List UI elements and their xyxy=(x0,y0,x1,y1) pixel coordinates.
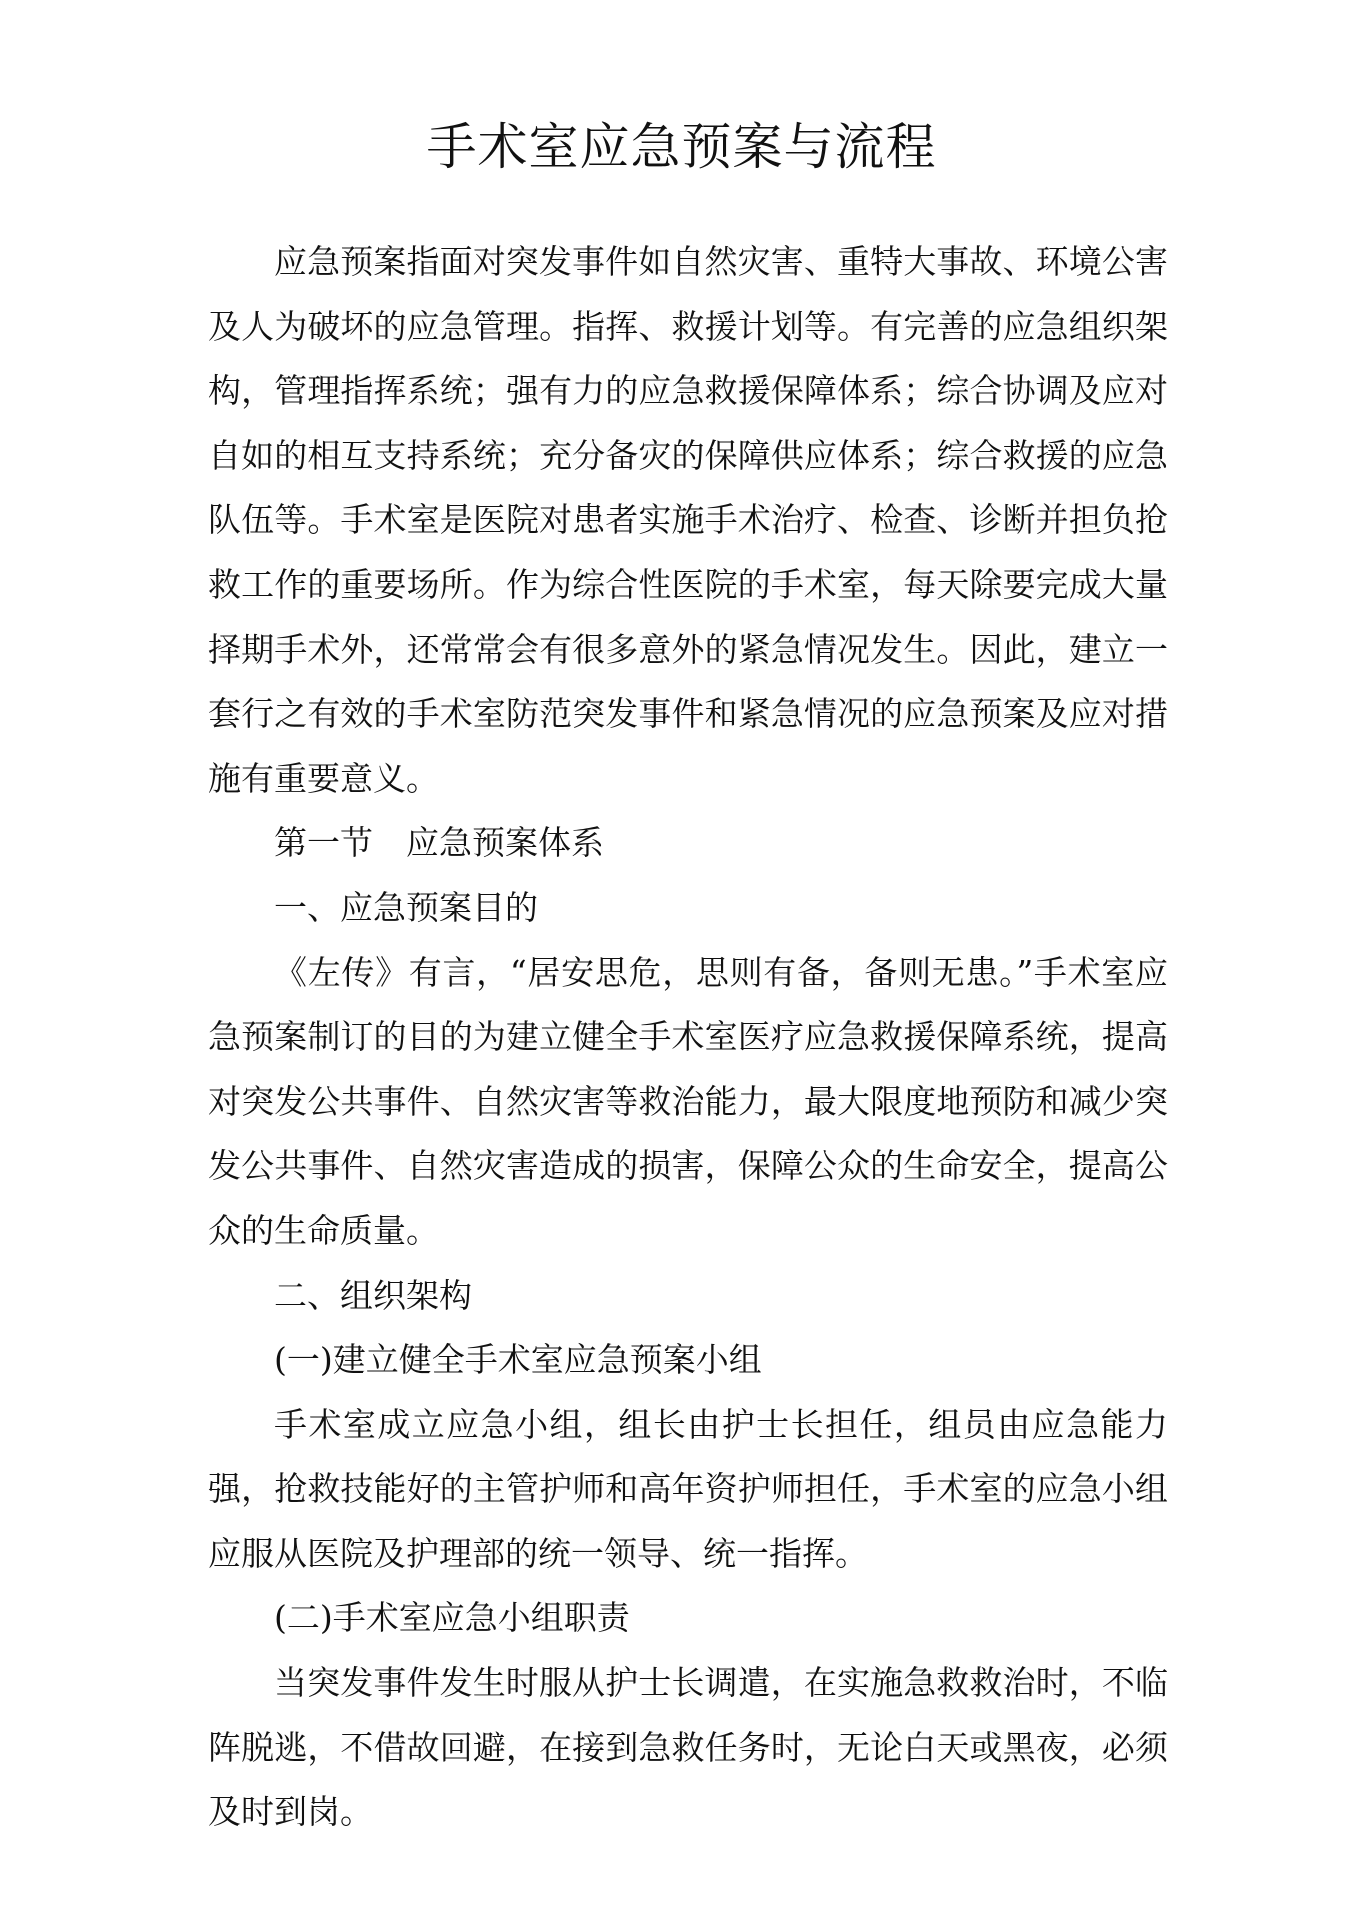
subheading-team-setup: (一)建立健全手术室应急预案小组 xyxy=(274,1340,762,1380)
subheading-team-duties: (二)手术室应急小组职责 xyxy=(274,1598,630,1638)
subheading-purpose: 一、应急预案目的 xyxy=(274,887,538,927)
paragraph-intro: 应急预案指面对突发事件如自然灾害、重特大事故、环境公害及人为破坏的应急管理。指挥、救援计划等。有完善的应急组织架构，管理指挥系统；强有力的应急救援保障体系；综合协调及应对自如的相互支持系统；充分备灾的保障供应体系；综合救援的应急队伍等。手术室是医院对患者实施手术治疗、检查、诊断并担负抢救工作的重要场所。作为综合性医院的手术室，每天除要完成大量择期手术外，还常常会有很多意外的紧急情况发生。因此，建立一套行之有效的手术室防范突发事件和紧急情况的应急预案及应对措施有重要意义。 xyxy=(208,242,1168,798)
section-heading-1: 第一节 应急预案体系 xyxy=(274,823,604,863)
paragraph-team-duties: 当突发事件发生时服从护士长调遣，在实施急救救治时，不临阵脱逃，不借故回避，在接到急救任务时，无论白天或黑夜，必须及时到岗。 xyxy=(208,1663,1168,1832)
document-body xyxy=(208,230,1168,1845)
document-title: 手术室应急预案与流程 xyxy=(426,118,937,176)
subheading-organization: 二、组织架构 xyxy=(274,1275,472,1315)
paragraph-team-setup: 手术室成立应急小组，组长由护士长担任，组员由应急能力强，抢救技能好的主管护师和高年资护师担任，手术室的应急小组应服从医院及护理部的统一领导、统一指挥。 xyxy=(208,1404,1168,1573)
paragraph-purpose: 《左传》有言，“居安思危，思则有备，备则无患。”手术室应急预案制订的目的为建立健全手术室医疗应急救援保障系统，提高对突发公共事件、自然灾害等救治能力，最大限度地预防和减少突发公共事件、自然灾害造成的损害，保障公众的生命安全，提高公众的生命质量。 xyxy=(208,952,1168,1250)
